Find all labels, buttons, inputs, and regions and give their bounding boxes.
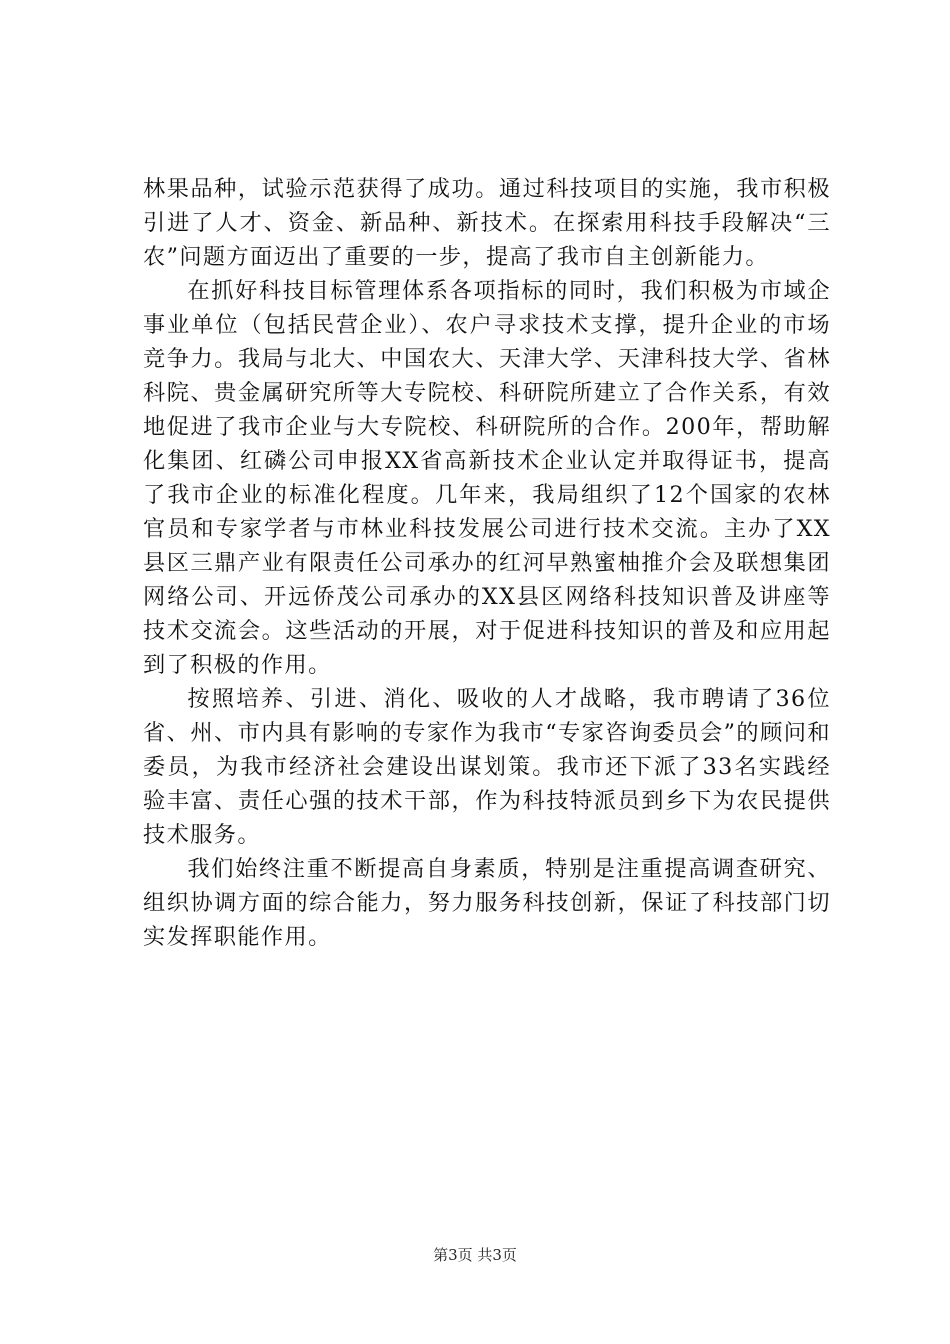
- paragraph-self-improvement: 我们始终注重不断提高自身素质，特别是注重提高调查研究、组织协调方面的综合能力，努力服务科技创新，保证了科技部门切实发挥职能作用。: [143, 856, 831, 950]
- document-body: [143, 172, 831, 954]
- paragraph-continuation: 林果品种，试验示范获得了成功。通过科技项目的实施，我市积极引进了人才、资金、新品种、新技术。在探索用科技手段解决“三农”问题方面迈出了重要的一步，提高了我市自主创新能力。: [143, 176, 831, 270]
- paragraph-cooperation: 在抓好科技目标管理体系各项指标的同时，我们积极为市域企事业单位（包括民营企业）、农户寻求技术支撑，提升企业的市场竞争力。我局与北大、中国农大、天津大学、天津科技大学、省林科院、贵金属研究所等大专院校、科研院所建立了合作关系，有效地促进了我市企业与大专院校、科研院所的合作。200年，帮助解化集团、红磷公司申报XX省高新技术企业认定并取得证书，提高了我市企业的标准化程度。几年来，我局组织了12个国家的农林官员和专家学者与市林业科技发展公司进行技术交流。主办了XX县区三鼎产业有限责任公司承办的红河早熟蜜柚推介会及联想集团网络公司、开远侨茂公司承办的XX县区网络科技知识普及讲座等技术交流会。这些活动的开展，对于促进科技知识的普及和应用起到了积极的作用。: [143, 278, 831, 678]
- page-footer: 第3页 共3页: [433, 1246, 517, 1264]
- paragraph-talent-strategy: 按照培养、引进、消化、吸收的人才战略，我市聘请了36位省、州、市内具有影响的专家作为我市“专家咨询委员会”的顾问和委员，为我市经济社会建设出谋划策。我市还下派了33名实践经验丰富、责任心强的技术干部，作为科技特派员到乡下为农民提供技术服务。: [143, 686, 831, 848]
